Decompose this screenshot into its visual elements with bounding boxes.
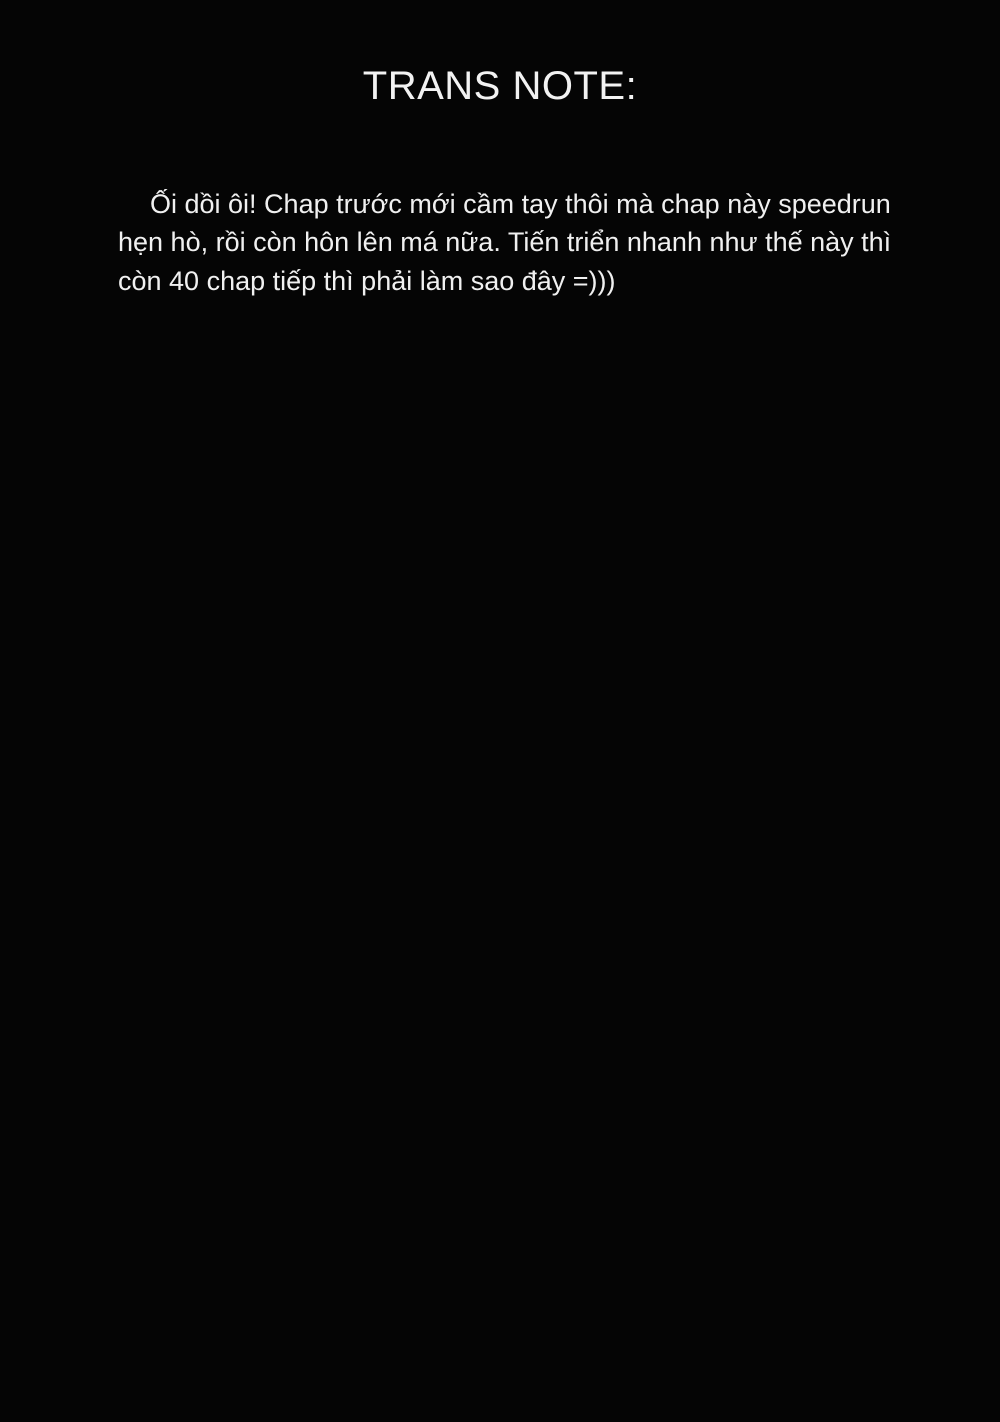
note-body-text: Ối dồi ôi! Chap trước mới cầm tay thôi mà chap này speedrun hẹn hò, rồi còn hôn lên má nữa. Tiến triển nhanh như thế này thì còn 40 chap tiếp thì phải làm sao đây =))): [118, 189, 892, 296]
page-title: TRANS NOTE:: [362, 64, 638, 108]
